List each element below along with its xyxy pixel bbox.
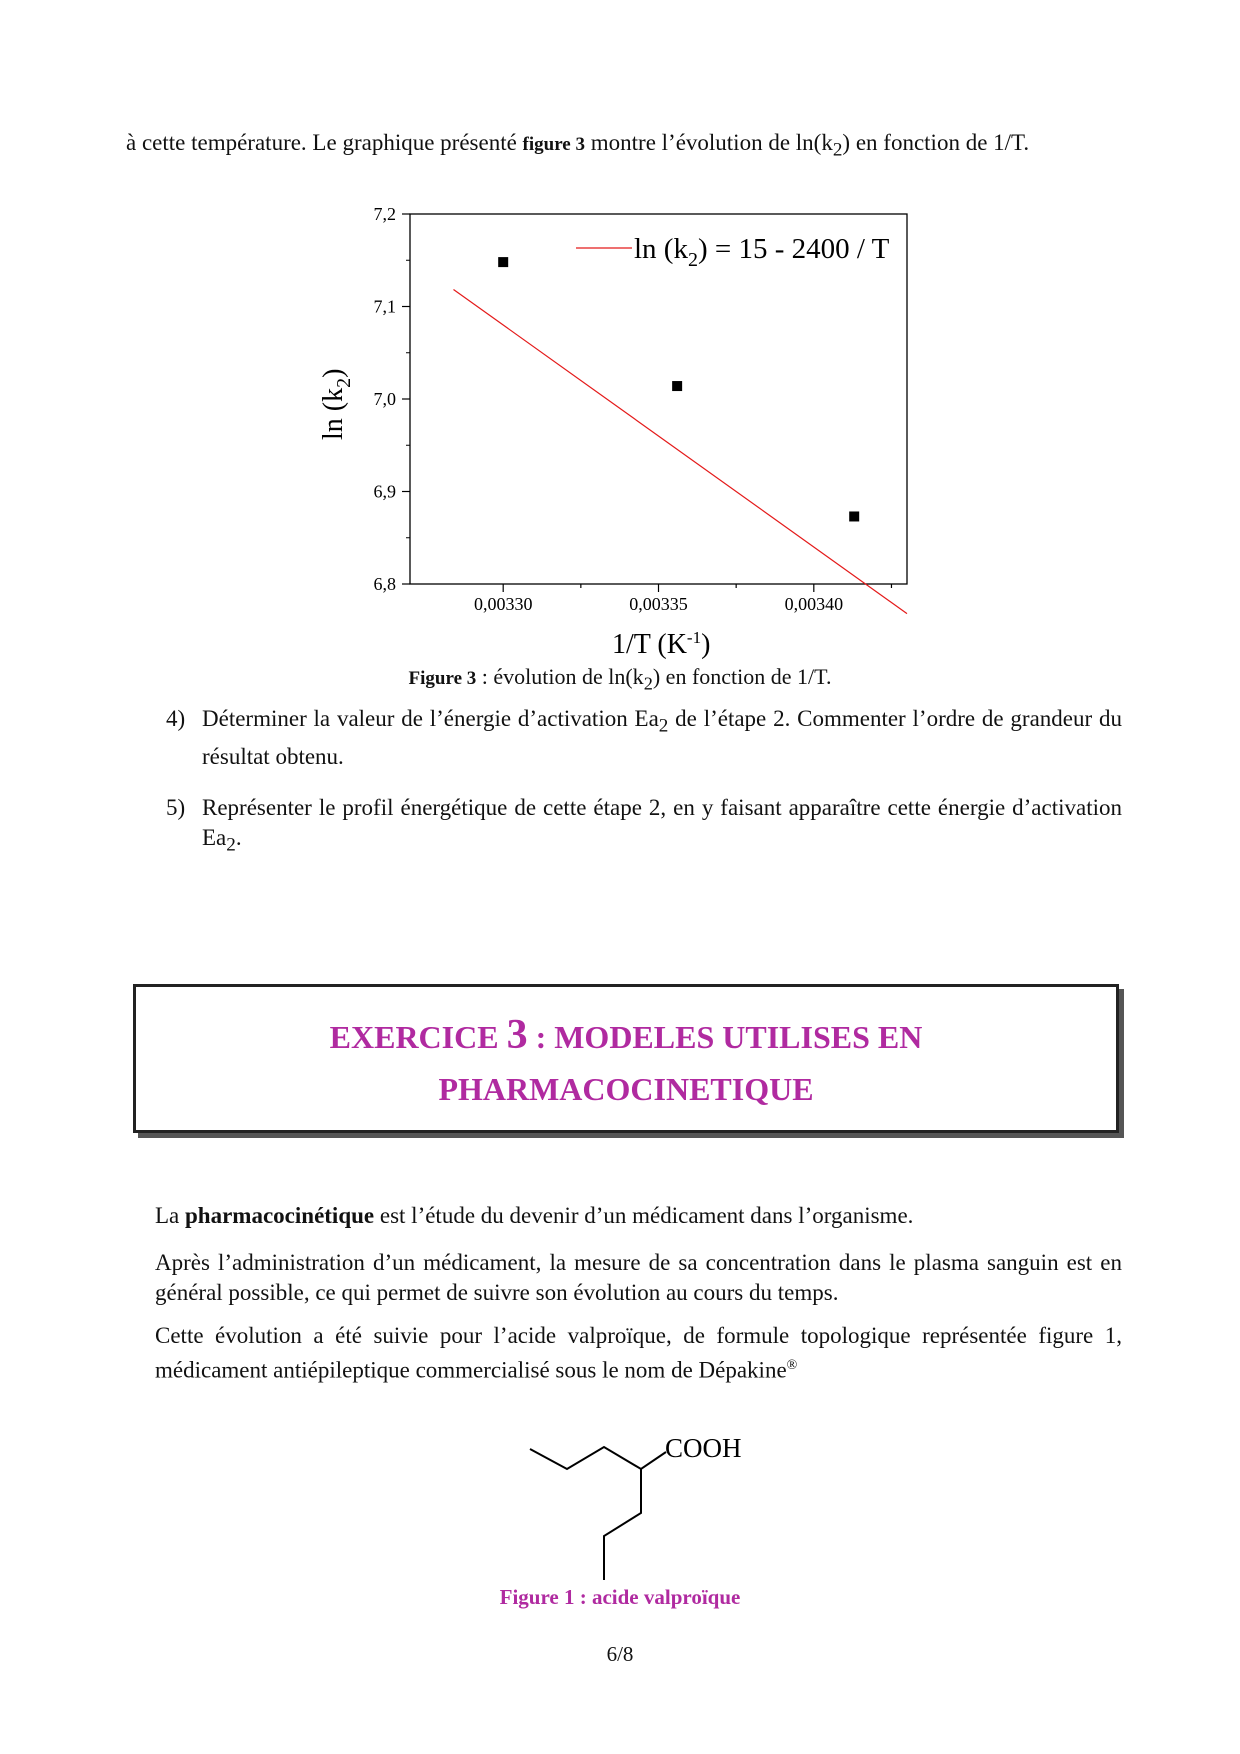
exercise-title-text: : MODELES UTILISES EN — [527, 1019, 923, 1055]
question-text-end: . — [235, 825, 242, 850]
y-tick-label: 7,1 — [373, 296, 396, 317]
intro-text-2: montre l’évolution de ln(k — [585, 130, 833, 155]
y-axis-ticks — [374, 204, 411, 594]
intro-text-3: ) en fonction de 1/T. — [842, 130, 1030, 155]
p1-post: est l’étude du devenir d’un médicament dans l’organisme. — [374, 1203, 914, 1228]
x-axis-ticks — [474, 584, 892, 614]
figure-3-label: Figure 3 — [408, 668, 477, 689]
data-point — [672, 381, 682, 391]
exercise-header-box — [133, 984, 1119, 1133]
exercise-number: 3 — [506, 1012, 528, 1058]
exercise-word: EXERCICE — [329, 1019, 507, 1055]
x-tick-label: 0,00330 — [473, 594, 533, 614]
question-text — [202, 793, 1122, 861]
data-point — [498, 257, 508, 267]
question-text-end: de l’étape 2. Commenter l’ordre de grandeur du résultat obtenu. — [202, 706, 1122, 769]
x-tick-label: 0,00340 — [784, 594, 844, 614]
x-axis-label: 1/T $(K^{-1})$ — [612, 628, 711, 660]
question-number: 4) — [166, 706, 186, 731]
intro-subscript: 2 — [832, 139, 843, 161]
p3-text: Cette évolution a été suivie pour l’acide valproïque, de formule topologique représentée figure 1, médicament antiépileptique commercialisé sous le nom de Dépakine — [155, 1323, 1122, 1383]
registered-mark: ® — [786, 1358, 798, 1373]
exercise-title-line-2: PHARMACOCINETIQUE — [438, 1071, 814, 1107]
exercise-title-line-1 — [136, 1009, 1116, 1063]
question-text-part: Représenter le profil énergétique de cette étape 2, en y faisant apparaître cette énergie d’activation Ea — [202, 795, 1122, 850]
y-tick-label: 7,2 — [373, 204, 396, 224]
y-tick-label: 6,9 — [373, 481, 396, 502]
exercise-title — [136, 1009, 1116, 1115]
skeletal-bonds — [530, 1447, 666, 1469]
legend-label: $\ln (k_2) = 15 - 2400 / T$ — [634, 233, 890, 271]
x-tick-label: 0,00335 — [629, 594, 688, 614]
plot-frame — [410, 214, 907, 584]
data-points — [498, 257, 859, 521]
question-number: 5) — [166, 795, 186, 820]
p1-pre: La — [155, 1203, 186, 1228]
y-tick-label: 6,8 — [373, 574, 396, 594]
skeletal-bonds-lower — [604, 1469, 641, 1580]
valproic-paragraph — [155, 1321, 1122, 1386]
figure-3-caption — [0, 664, 1240, 694]
figure-3-subscript: 2 — [643, 673, 653, 694]
page-number: 6/8 — [606, 1642, 634, 1666]
arrhenius-chart — [0, 0, 1240, 680]
question-text-part: Déterminer la valeur de l’énergie d’activation Ea — [202, 706, 659, 731]
figure-3-text: : évolution de ln(k — [476, 664, 644, 689]
y-tick-label: 7,0 — [373, 389, 396, 409]
figure-3-text-end: ) en fonction de 1/T. — [652, 664, 832, 689]
fit-line — [453, 289, 907, 613]
question-subscript: 2 — [226, 834, 236, 856]
data-point — [849, 511, 859, 521]
question-text — [202, 704, 1122, 772]
question-subscript: 2 — [658, 715, 669, 737]
cooh-label: COOH — [665, 1433, 742, 1463]
definition-paragraph — [155, 1201, 1122, 1231]
figure-reference: figure 3 — [522, 134, 585, 155]
p1-bold: pharmacocinétique — [185, 1203, 375, 1228]
figure-1-caption: Figure 1 : acide valproïque — [499, 1585, 741, 1609]
y-axis-label: $\ln (k_2)$ — [318, 368, 355, 440]
intro-text-1: à cette température. Le graphique présenté — [126, 130, 523, 155]
administration-paragraph: Après l’administration d’un médicament, la mesure de sa concentration dans le plasma sanguin est en général possible, ce qui permet de suivre son évolution au cours du temps. — [155, 1250, 1122, 1305]
